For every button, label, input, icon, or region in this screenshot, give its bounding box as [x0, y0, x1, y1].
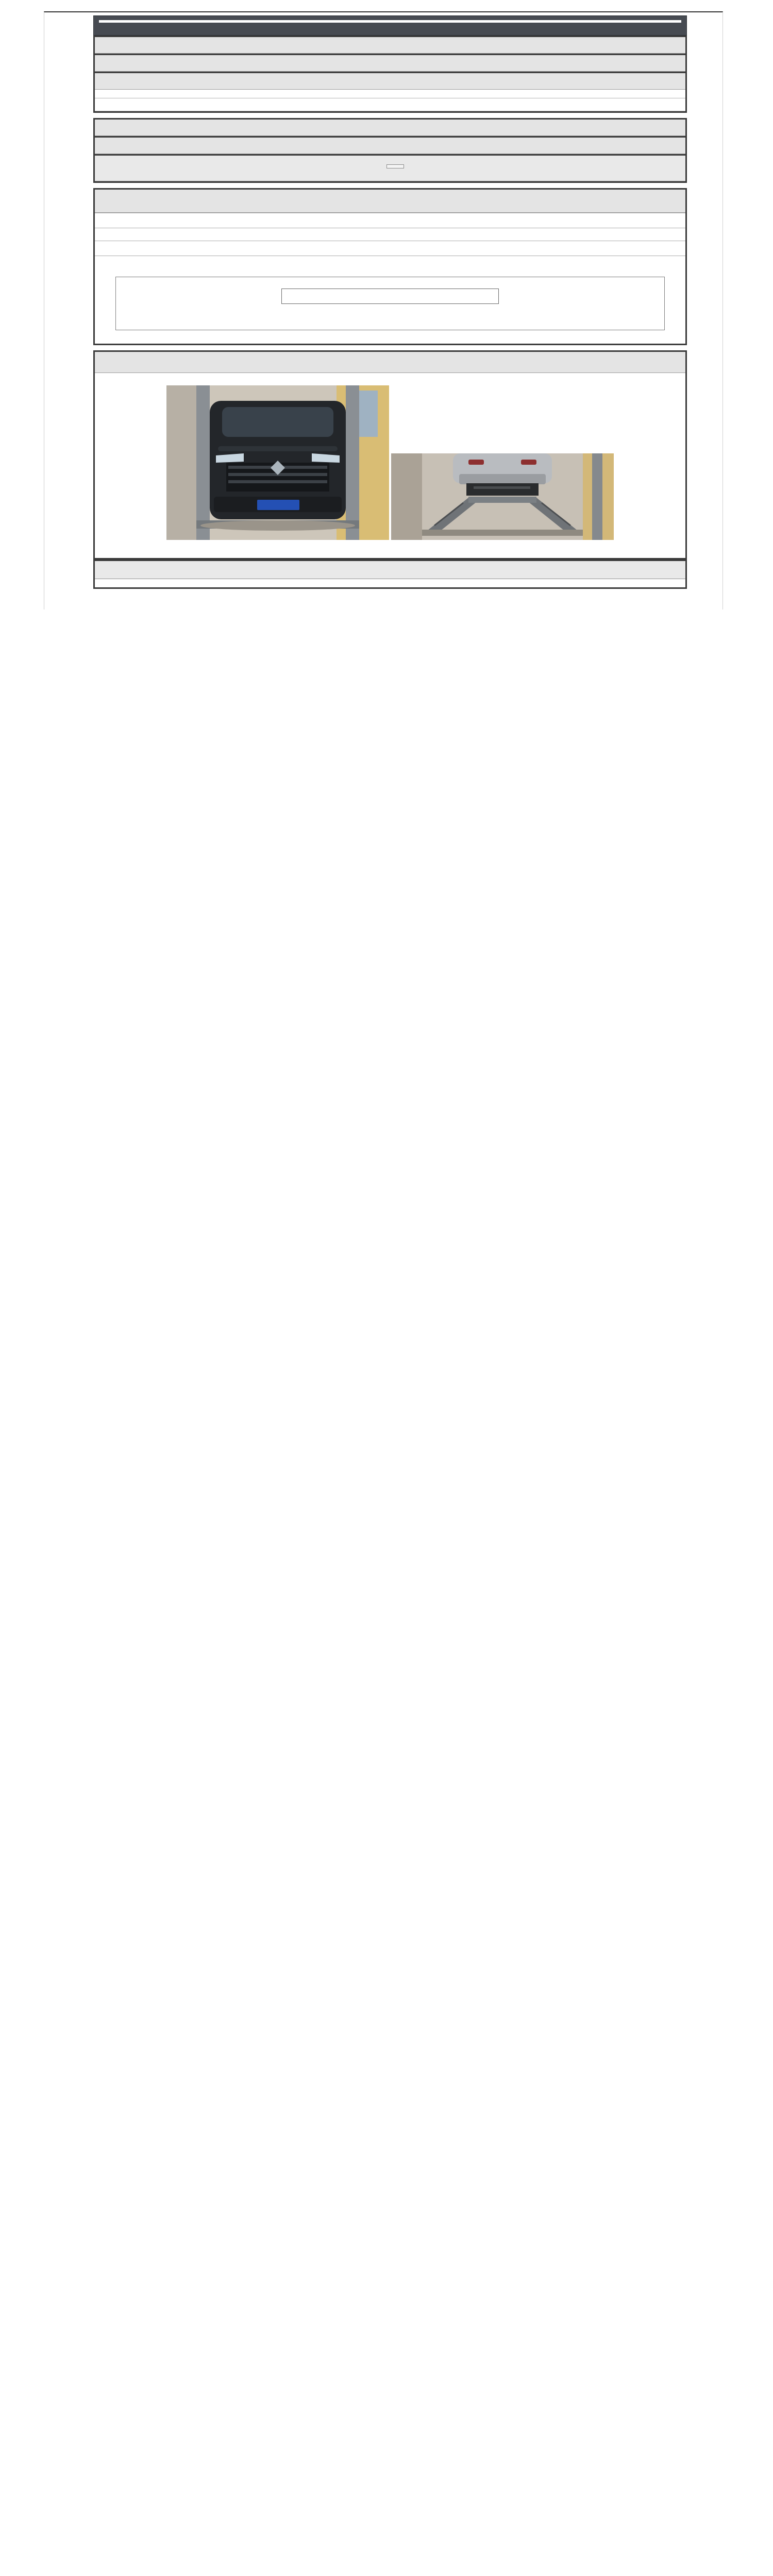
pricing-definition-box	[115, 277, 665, 330]
section-etc-header	[95, 136, 685, 154]
page-marker-2	[93, 113, 687, 118]
title-stripe	[99, 20, 681, 23]
block-page2	[93, 118, 687, 183]
block-page1	[93, 36, 687, 113]
confirmation-statement	[95, 579, 685, 587]
final-amount-value	[386, 164, 404, 168]
block-sign	[93, 560, 687, 589]
page-marker-4	[93, 345, 687, 350]
notes-blockA-body	[95, 228, 685, 241]
notes-blockB-title	[95, 241, 685, 256]
report-page	[0, 11, 773, 609]
final-amount-bar	[95, 154, 685, 181]
section-detail-header	[95, 120, 685, 136]
notes-blockB-body	[95, 256, 685, 268]
signature-box	[95, 561, 685, 579]
section-accident-header	[95, 72, 685, 90]
page-frame	[44, 11, 723, 609]
section-overall-header	[95, 54, 685, 72]
inspection-photo-front	[166, 385, 389, 540]
car-diagrams	[95, 98, 685, 111]
accident-legend	[95, 90, 685, 98]
section-basic-header	[95, 37, 685, 54]
title-block	[93, 15, 687, 36]
inspection-photo-underbody	[391, 453, 614, 540]
photos-body	[95, 373, 685, 558]
section-photos-header	[95, 352, 685, 373]
block-photos	[93, 350, 687, 560]
section-notes-header	[95, 190, 685, 213]
pricing-definition-title	[281, 289, 499, 304]
notes-blockA-title	[95, 213, 685, 228]
report-sheet	[93, 15, 687, 589]
page-marker-3	[93, 183, 687, 188]
block-notes	[93, 188, 687, 345]
